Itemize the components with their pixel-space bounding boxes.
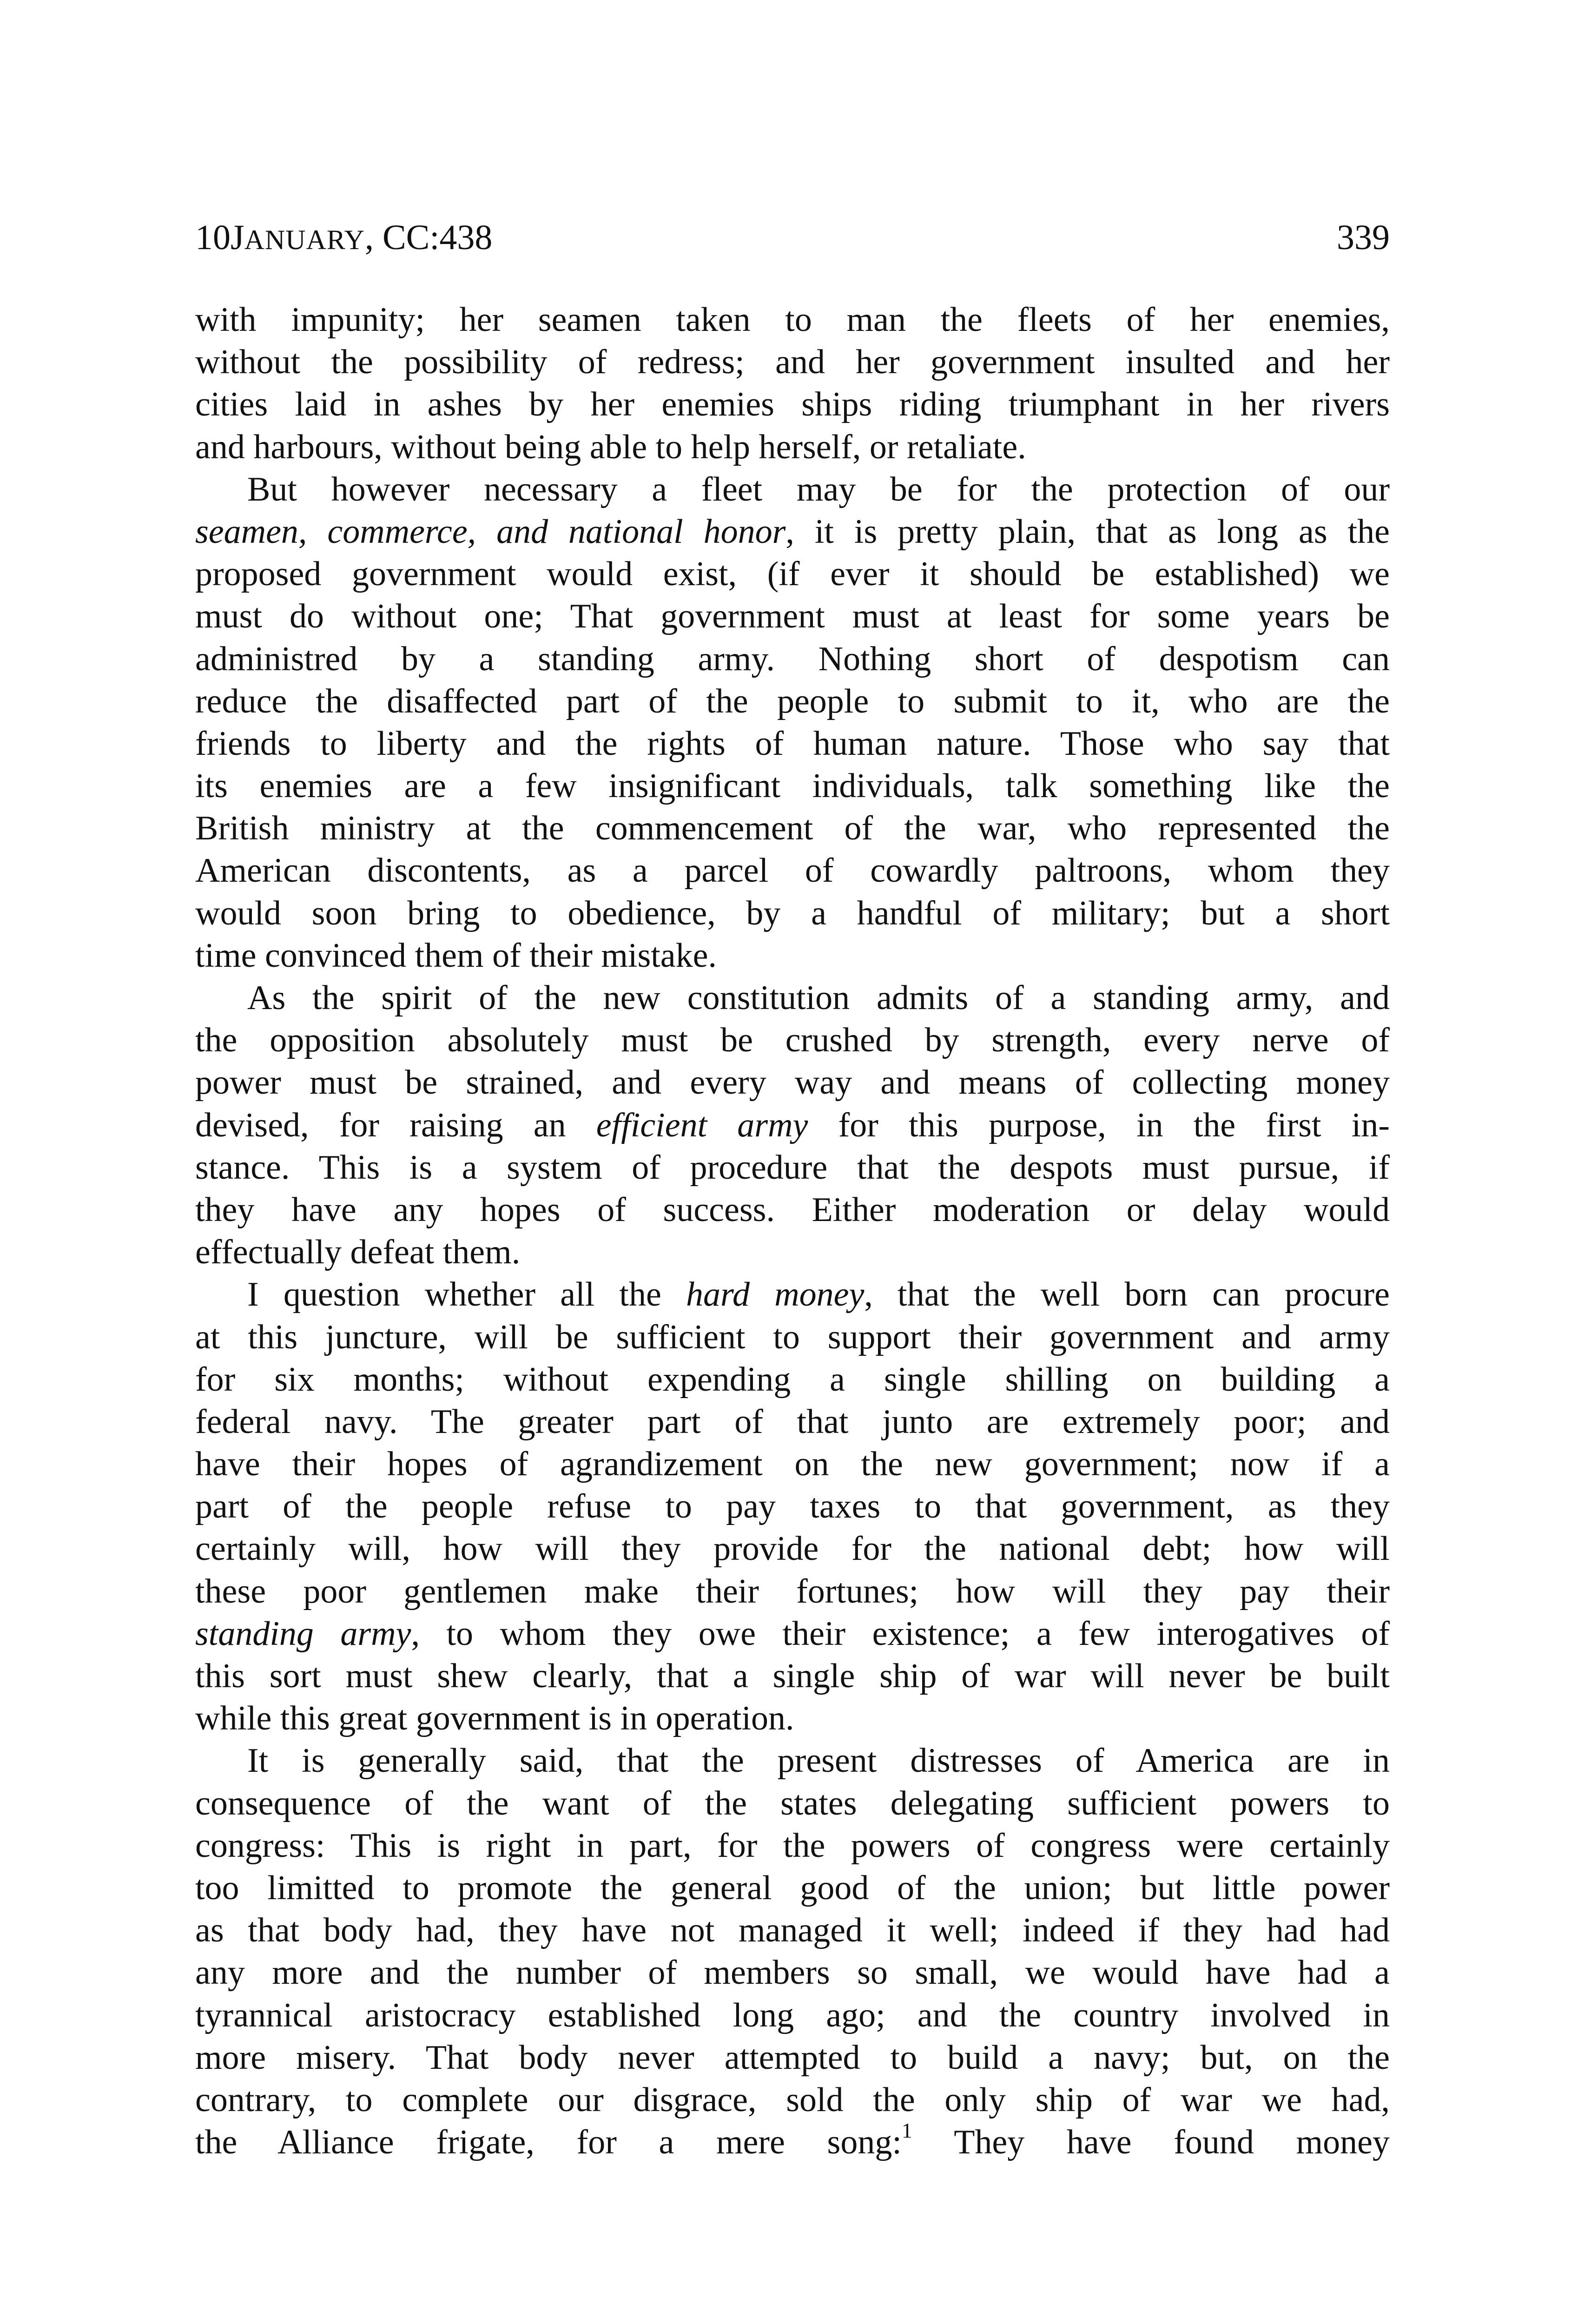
running-head-day: 10 <box>195 218 231 257</box>
italic-phrase: standing army <box>195 1614 411 1653</box>
running-head-date <box>195 216 492 261</box>
text-line: effectually defeat them. <box>195 1233 521 1272</box>
text-line: federal navy. The greater part of that junto are extremely poor; and <box>195 1402 1390 1441</box>
text-line: As the spirit of the new constitution admits of a standing army, and <box>247 979 1390 1017</box>
text-line: they have any hopes of success. Either moderation or delay would <box>195 1190 1390 1229</box>
text-line <box>195 1274 1390 1316</box>
text-line <box>195 1104 1390 1147</box>
text-line: power must be strained, and every way and means of collecting money <box>195 1063 1390 1102</box>
text-line: these poor gentlemen make their fortunes; how will they pay their <box>195 1572 1390 1611</box>
text-line: cities laid in ashes by her enemies ships riding triumphant in her rivers <box>195 385 1390 424</box>
text-line: contrary, to complete our disgrace, sold the only ship of war we had, <box>195 2080 1390 2119</box>
text-fragment: , it is pretty plain, that as long as the <box>785 512 1390 551</box>
text-line: part of the people refuse to pay taxes to that government, as they <box>195 1487 1390 1526</box>
page-number: 339 <box>1337 218 1390 257</box>
text-fragment: , that the well born can procure <box>864 1275 1390 1314</box>
text-line: tyrannical aristocracy established long ago; and the country involved in <box>195 1996 1390 2034</box>
text-line: consequence of the want of the states delegating sufficient powers to <box>195 1784 1390 1822</box>
body-text <box>195 299 1390 2164</box>
book-page <box>195 0 1390 2324</box>
text-line: American discontents, as a parcel of cowardly paltroons, whom they <box>195 852 1390 890</box>
text-line: have their hopes of agrandizement on the new government; now if a <box>195 1445 1390 1484</box>
text-line: this sort must shew clearly, that a single ship of war will never be built <box>195 1657 1390 1695</box>
text-line: congress: This is right in part, for the powers of congress were certainly <box>195 1826 1390 1865</box>
text-line <box>195 2121 1390 2164</box>
text-line: any more and the number of members so small, we would have had a <box>195 1954 1390 1992</box>
text-line: its enemies are a few insignificant individuals, talk something like the <box>195 767 1390 805</box>
running-head-month-initial: J <box>231 218 244 257</box>
text-fragment: devised, for raising an <box>195 1106 596 1144</box>
running-head-month-rest: ANUARY <box>244 224 365 255</box>
text-fragment: the Alliance frigate, for a mere song: <box>195 2123 902 2162</box>
text-fragment: for this purpose, in the first in- <box>808 1106 1390 1144</box>
text-line: as that body had, they have not managed it well; indeed if they had had <box>195 1911 1390 1950</box>
text-line: while this great government is in operation. <box>195 1699 794 1738</box>
italic-phrase: seamen, commerce, and national honor <box>195 512 786 551</box>
italic-phrase: hard money <box>686 1275 865 1314</box>
text-line: at this juncture, will be sufficient to support their government and army <box>195 1318 1390 1356</box>
text-line: the opposition absolutely must be crushed by strength, every nerve of <box>195 1021 1390 1060</box>
text-line: proposed government would exist, (if ever it should be established) we <box>195 555 1390 594</box>
text-fragment: , to whom they owe their existence; a few interogatives of <box>411 1614 1390 1653</box>
text-line: It is generally said, that the present distresses of America are in <box>247 1742 1390 1780</box>
text-line <box>195 511 1390 553</box>
italic-phrase: efficient army <box>596 1106 808 1144</box>
text-line <box>195 1613 1390 1655</box>
text-line: time convinced them of their mistake. <box>195 936 717 975</box>
text-line: for six months; without expending a single shilling on building a <box>195 1360 1390 1399</box>
text-line: But however necessary a fleet may be for the protection of our <box>247 470 1390 508</box>
text-line: without the possibility of redress; and her government insulted and her <box>195 343 1390 382</box>
text-line: would soon bring to obedience, by a handful of military; but a short <box>195 894 1390 932</box>
text-line: reduce the disaffected part of the people to submit to it, who are the <box>195 682 1390 720</box>
text-line: friends to liberty and the rights of human nature. Those who say that <box>195 724 1390 763</box>
text-line: stance. This is a system of procedure that the despots must pursue, if <box>195 1148 1390 1187</box>
running-head-doc-ref: , CC:438 <box>364 218 493 257</box>
text-fragment: I question whether all the <box>247 1275 686 1314</box>
text-line: more misery. That body never attempted to build a navy; but, on the <box>195 2038 1390 2077</box>
text-line: must do without one; That government must at least for some years be <box>195 597 1390 636</box>
text-fragment: They have found money <box>912 2123 1390 2162</box>
text-line: British ministry at the commencement of the war, who represented the <box>195 809 1390 848</box>
text-line: certainly will, how will they provide for the national debt; how will <box>195 1530 1390 1568</box>
text-line: too limitted to promote the general good of the union; but little power <box>195 1868 1390 1907</box>
text-line: with impunity; her seamen taken to man the fleets of her enemies, <box>195 301 1390 339</box>
text-line: and harbours, without being able to help herself, or retaliate. <box>195 428 1026 466</box>
text-line: administred by a standing army. Nothing short of despotism can <box>195 640 1390 678</box>
footnote-marker[interactable]: 1 <box>901 2119 912 2143</box>
